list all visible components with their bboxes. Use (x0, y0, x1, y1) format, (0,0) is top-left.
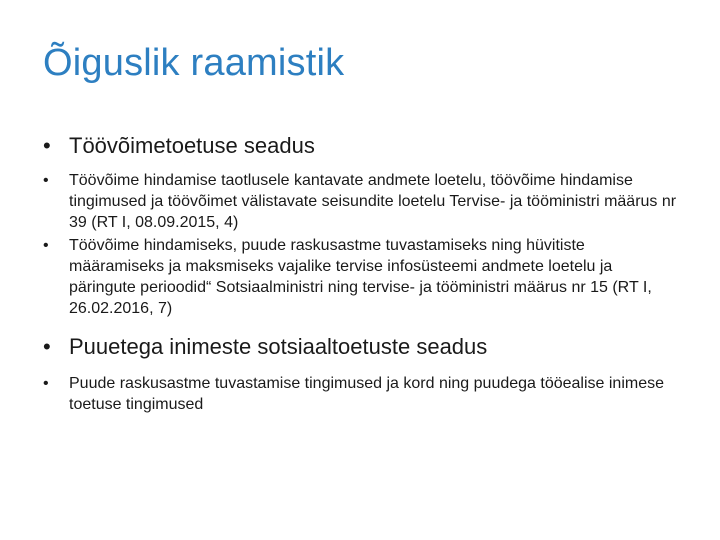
list-item (43, 132, 683, 160)
list-item-text: Töövõime hindamiseks, puude raskusastme tuvastamiseks ning hüvitiste määramiseks ja maksmiseks vajalike tervise infosüsteemi andmete loetelu ja päringute perioodid“ Sotsiaalministri ning tervise- ja tööministri määrus nr 15 (RT I, 26.02.2016, 7) (69, 237, 652, 317)
list-item-text: Töövõimetoetuse seadus (69, 133, 315, 158)
bullet-icon: • (43, 172, 49, 189)
list-item (43, 333, 683, 361)
list-item (43, 373, 683, 415)
bullet-icon: • (43, 375, 49, 392)
list-item-text: Töövõime hindamise taotlusele kantavate andmete loetelu, töövõime hindamise tingimused ja töövõimet välistavate seisundite loetelu Tervise- ja tööministri määrus nr 39 (RT I, 08.09.2015, 4) (69, 172, 677, 231)
list-item (43, 170, 683, 233)
list-item-text: Puude raskusastme tuvastamise tingimused ja kord ning puudega tööealise inimese toetuse tingimused (69, 375, 665, 413)
bullet-icon: • (43, 237, 49, 254)
bullet-icon: • (43, 334, 51, 359)
bullet-icon: • (43, 133, 51, 158)
slide-title: Õiguslik raamistik (43, 42, 345, 84)
list-item-text: Puuetega inimeste sotsiaaltoetuste seadus (69, 334, 488, 359)
list-item (43, 235, 683, 319)
slide-body (43, 132, 683, 415)
